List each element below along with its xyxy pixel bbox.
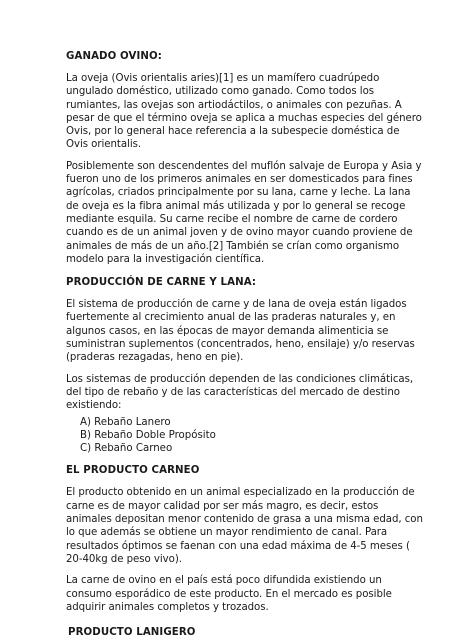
- paragraph-producto-obtenido: El producto obtenido en un animal especializado en la producción de carne es de mayor calidad por ser más magro, es decir, estos animales depositan menor contenido de grasa a una misma edad, con lo que además se obtiene un mayor rendimiento de canal. Para resultados óptimos se faenan con una edad máxima de 4-5 meses ( 20-40kg de peso vivo).: [66, 487, 423, 565]
- paragraph-origen: Posiblemente son descendentes del muflón salvaje de Europa y Asia y fueron uno de los primeros animales en ser domesticados para fines agrícolas, criados principalmente por su lana, carne y leche. La lana de oveja es la fibra animal más utilizada y por lo general se recoge mediante esquila. Su carne recibe el nombre de carne de cordero cuando es de un animal joven y de ovino mayor cuando proviene de animales de más de un año.[2] También se crían como organismo modelo para la investigación científica.: [66, 160, 422, 265]
- paragraph-sistemas-dependen: Los sistemas de producción dependen de las condiciones climáticas, del tipo de rebaño y de las características del mercado de destino existiendo:: [66, 373, 414, 412]
- paragraph-sistema-produccion: El sistema de producción de carne y de lana de oveja están ligados fuertemente al crecimiento anual de las praderas naturales y, en algunos casos, en las épocas de mayor demanda alimenticia se suministran suplementos (concentrados, heno, ensilaje) y/o reservas (praderas rezagadas, heno en pie).: [66, 299, 415, 364]
- heading-ganado-ovino: GANADO OVINO:: [66, 51, 162, 62]
- rebano-list: [80, 416, 424, 456]
- list-item: B) Rebaño Doble Propósito: [80, 429, 216, 441]
- list-item: C) Rebaño Carneo: [80, 443, 173, 455]
- heading-producto-lanigero: PRODUCTO LANIGERO: [68, 627, 196, 639]
- paragraph-oveja-definicion: La oveja (Ovis orientalis aries)[1] es un mamífero cuadrúpedo ungulado doméstico, utilizado como ganado. Como todos los rumiantes, las ovejas son artiodáctilos, o animales con pezuñas. A pesar de que el término oveja se aplica a muchas especies del género Ovis, por lo general hace referencia a la subespecie doméstica de Ovis orientalis.: [66, 73, 422, 151]
- list-item: A) Rebaño Lanero: [80, 416, 171, 428]
- heading-producto-carneo: EL PRODUCTO CARNEO: [66, 465, 200, 477]
- heading-produccion-carne-lana: PRODUCCIÓN DE CARNE Y LANA:: [66, 277, 257, 289]
- paragraph-carne-ovino-pais: La carne de ovino en el país está poco difundida existiendo un consumo esporádico de este producto. En el mercado es posible adquirir animales completos y trozados.: [66, 575, 392, 613]
